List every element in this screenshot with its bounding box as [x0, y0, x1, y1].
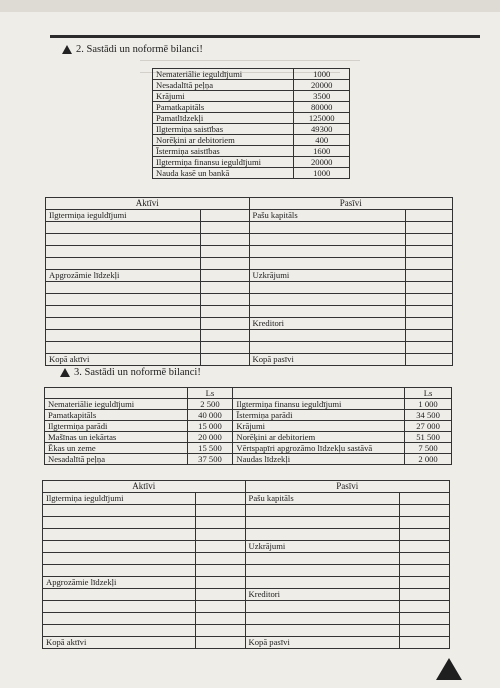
blank-cell	[249, 234, 406, 246]
blank-cell	[43, 529, 196, 541]
scan-top-band	[0, 0, 500, 12]
blank-cell	[200, 330, 249, 342]
blank-cell	[245, 577, 400, 589]
currency-label: Ls	[187, 388, 233, 399]
item-label: Krājumi	[233, 421, 405, 432]
blank-cell	[43, 613, 196, 625]
blank-cell	[249, 294, 406, 306]
blank-cell	[200, 246, 249, 258]
balance-row	[46, 282, 453, 294]
item-label: Pamatkapitāls	[45, 410, 188, 421]
blank-cell	[249, 342, 406, 354]
balance-row	[46, 342, 453, 354]
blank-cell	[400, 553, 450, 565]
blank-cell	[400, 565, 450, 577]
blank-cell	[195, 517, 245, 529]
task2-data-table	[152, 68, 350, 179]
table-row	[153, 124, 350, 135]
item-value: 27 000	[405, 421, 452, 432]
blank-cell	[200, 294, 249, 306]
item-label: Īstermiņa parādi	[233, 410, 405, 421]
table-row	[153, 69, 350, 80]
item-value: 1000	[294, 69, 350, 80]
balance-row	[43, 541, 450, 553]
blank-cell	[249, 282, 406, 294]
blank-cell	[46, 246, 201, 258]
blank-cell	[249, 246, 406, 258]
balance-row	[43, 589, 450, 601]
header-rule	[50, 35, 480, 38]
item-value: 51 500	[405, 432, 452, 443]
table-header-row	[45, 388, 452, 399]
blank-cell	[233, 388, 405, 399]
item-value: 400	[294, 135, 350, 146]
pasivi-section-label: Pašu kapitāls	[249, 210, 406, 222]
balance-row	[43, 565, 450, 577]
blank-cell	[43, 553, 196, 565]
blank-cell	[46, 318, 201, 330]
item-value: 1000	[294, 168, 350, 179]
blank-cell	[195, 613, 245, 625]
aktivi-header: Aktīvi	[43, 481, 246, 493]
blank-cell	[43, 541, 196, 553]
balance-row	[43, 529, 450, 541]
balance-row	[43, 493, 450, 505]
balance-row	[46, 222, 453, 234]
item-label: Īstermiņa saistības	[153, 146, 294, 157]
balance-row	[46, 330, 453, 342]
pasivi-section-label: Uzkrājumi	[249, 270, 406, 282]
blank-cell	[406, 258, 453, 270]
blank-cell	[46, 234, 201, 246]
table-row	[153, 168, 350, 179]
item-value: 80000	[294, 102, 350, 113]
blank-cell	[245, 553, 400, 565]
balance-row	[43, 613, 450, 625]
balance-row	[46, 234, 453, 246]
item-label: Ilgtermiņa saistības	[153, 124, 294, 135]
blank-cell	[406, 318, 453, 330]
aktivi-header: Aktīvi	[46, 198, 250, 210]
item-label: Ilgtermiņa finansu ieguldījumi	[233, 399, 405, 410]
blank-cell	[400, 517, 450, 529]
blank-cell	[400, 493, 450, 505]
balance-row	[43, 517, 450, 529]
balance-row	[46, 354, 453, 366]
blank-cell	[406, 354, 453, 366]
blank-cell	[200, 306, 249, 318]
blank-cell	[245, 565, 400, 577]
item-value: 20000	[294, 157, 350, 168]
aktivi-section-label: Ilgtermiņa ieguldījumi	[43, 493, 196, 505]
blank-cell	[46, 306, 201, 318]
table-row	[45, 443, 452, 454]
blank-cell	[46, 330, 201, 342]
blank-cell	[400, 637, 450, 649]
blank-cell	[45, 388, 188, 399]
blank-cell	[406, 270, 453, 282]
balance-row	[46, 246, 453, 258]
item-value: 3500	[294, 91, 350, 102]
blank-cell	[406, 294, 453, 306]
blank-cell	[195, 493, 245, 505]
blank-cell	[195, 577, 245, 589]
blank-cell	[195, 505, 245, 517]
aktivi-section-label: Ilgtermiņa ieguldījumi	[46, 210, 201, 222]
balance-row	[46, 210, 453, 222]
item-value: 20 000	[187, 432, 233, 443]
item-label: Naudas līdzekļi	[233, 454, 405, 465]
pasivi-section-label: Uzkrājumi	[245, 541, 400, 553]
aktivi-section-label: Kopā aktīvi	[43, 637, 196, 649]
currency-label: Ls	[405, 388, 452, 399]
table-row	[45, 454, 452, 465]
item-label: Norēķini ar debitoriem	[153, 135, 294, 146]
table-row	[153, 80, 350, 91]
blank-cell	[406, 306, 453, 318]
triangle-icon	[60, 368, 70, 377]
blank-cell	[46, 222, 201, 234]
blank-cell	[43, 625, 196, 637]
item-label: Mašīnas un iekārtas	[45, 432, 188, 443]
balance-header-row	[46, 198, 453, 210]
blank-cell	[249, 330, 406, 342]
pasivi-section-label: Kreditori	[249, 318, 406, 330]
blank-cell	[400, 541, 450, 553]
blank-cell	[406, 234, 453, 246]
item-label: Ilgtermiņa finansu ieguldījumi	[153, 157, 294, 168]
blank-cell	[195, 565, 245, 577]
balance-row	[43, 637, 450, 649]
task2-heading	[62, 44, 203, 55]
table-row	[45, 432, 452, 443]
balance-row	[43, 601, 450, 613]
blank-cell	[406, 210, 453, 222]
blank-cell	[400, 601, 450, 613]
blank-cell	[200, 222, 249, 234]
aktivi-section-label: Apgrozāmie līdzekļi	[46, 270, 201, 282]
blank-cell	[249, 258, 406, 270]
item-value: 2 500	[187, 399, 233, 410]
balance-row	[46, 306, 453, 318]
task2-title: 2. Sastādi un noformē bilanci!	[76, 44, 203, 55]
balance-row	[46, 270, 453, 282]
item-value: 1 000	[405, 399, 452, 410]
balance-sheet-1	[45, 197, 453, 366]
blank-cell	[245, 505, 400, 517]
item-label: Nesadalītā peļņa	[153, 80, 294, 91]
blank-cell	[43, 589, 196, 601]
aktivi-section-label: Kopā aktīvi	[46, 354, 201, 366]
blank-cell	[46, 258, 201, 270]
item-label: Ēkas un zeme	[45, 443, 188, 454]
table-row	[45, 399, 452, 410]
blank-cell	[195, 625, 245, 637]
item-label: Nemateriālie ieguldījumi	[153, 69, 294, 80]
blank-cell	[406, 282, 453, 294]
blank-cell	[43, 505, 196, 517]
table-row	[153, 91, 350, 102]
blank-cell	[200, 258, 249, 270]
blank-cell	[195, 589, 245, 601]
blank-cell	[406, 246, 453, 258]
blank-cell	[400, 589, 450, 601]
item-label: Pamatkapitāls	[153, 102, 294, 113]
blank-cell	[406, 342, 453, 354]
pasivi-section-label: Kopā pasīvi	[249, 354, 406, 366]
blank-cell	[43, 601, 196, 613]
balance-row	[46, 258, 453, 270]
pasivi-section-label: Kreditori	[245, 589, 400, 601]
item-value: 20000	[294, 80, 350, 91]
table-row	[153, 102, 350, 113]
balance-row	[43, 577, 450, 589]
blank-cell	[46, 282, 201, 294]
balance-row	[46, 294, 453, 306]
table-row	[153, 146, 350, 157]
blank-cell	[195, 637, 245, 649]
blank-cell	[200, 342, 249, 354]
aktivi-section-label: Apgrozāmie līdzekļi	[43, 577, 196, 589]
blank-cell	[195, 601, 245, 613]
blank-cell	[195, 541, 245, 553]
item-value: 34 500	[405, 410, 452, 421]
blank-cell	[43, 565, 196, 577]
item-value: 15 000	[187, 421, 233, 432]
blank-cell	[406, 222, 453, 234]
table-row	[45, 410, 452, 421]
balance-row	[46, 318, 453, 330]
item-value: 49300	[294, 124, 350, 135]
blank-cell	[195, 529, 245, 541]
pasivi-header: Pasīvi	[245, 481, 449, 493]
balance-row	[43, 505, 450, 517]
blank-cell	[400, 613, 450, 625]
task3-data-table	[44, 387, 452, 465]
blank-cell	[200, 210, 249, 222]
item-value: 37 500	[187, 454, 233, 465]
item-label: Nesadalītā peļņa	[45, 454, 188, 465]
blank-cell	[46, 342, 201, 354]
pasivi-section-label: Pašu kapitāls	[245, 493, 400, 505]
item-label: Krājumi	[153, 91, 294, 102]
balance-row	[43, 625, 450, 637]
table-row	[153, 157, 350, 168]
blank-cell	[245, 601, 400, 613]
balance-header-row	[43, 481, 450, 493]
blank-cell	[200, 234, 249, 246]
blank-cell	[245, 613, 400, 625]
item-label: Pamatlīdzekļi	[153, 113, 294, 124]
blank-cell	[400, 529, 450, 541]
blank-cell	[400, 577, 450, 589]
blank-cell	[400, 625, 450, 637]
table-row	[153, 113, 350, 124]
blank-cell	[406, 330, 453, 342]
blank-cell	[400, 505, 450, 517]
blank-cell	[249, 306, 406, 318]
item-value: 7 500	[405, 443, 452, 454]
task3-title: 3. Sastādi un noformē bilanci!	[74, 367, 201, 378]
table-row	[153, 135, 350, 146]
blank-cell	[200, 354, 249, 366]
item-value: 2 000	[405, 454, 452, 465]
bleed-through-line	[140, 60, 360, 61]
item-label: Nauda kasē un bankā	[153, 168, 294, 179]
blank-cell	[200, 282, 249, 294]
blank-cell	[245, 529, 400, 541]
item-label: Vērtspapīri apgrozāmo līdzekļu sastāvā	[233, 443, 405, 454]
item-value: 40 000	[187, 410, 233, 421]
blank-cell	[249, 222, 406, 234]
table-row	[45, 421, 452, 432]
balance-row	[43, 553, 450, 565]
blank-cell	[200, 270, 249, 282]
blank-cell	[245, 517, 400, 529]
item-value: 125000	[294, 113, 350, 124]
pasivi-header: Pasīvi	[249, 198, 452, 210]
item-value: 15 500	[187, 443, 233, 454]
blank-cell	[195, 553, 245, 565]
corner-triangle-icon	[436, 658, 462, 680]
triangle-icon	[62, 45, 72, 54]
item-value: 1600	[294, 146, 350, 157]
balance-sheet-2	[42, 480, 450, 649]
item-label: Norēķini ar debitoriem	[233, 432, 405, 443]
blank-cell	[46, 294, 201, 306]
item-label: Nemateriālie ieguldījumi	[45, 399, 188, 410]
item-label: Ilgtermiņa parādi	[45, 421, 188, 432]
task3-heading	[60, 367, 201, 378]
blank-cell	[43, 517, 196, 529]
pasivi-section-label: Kopā pasīvi	[245, 637, 400, 649]
blank-cell	[245, 625, 400, 637]
blank-cell	[200, 318, 249, 330]
